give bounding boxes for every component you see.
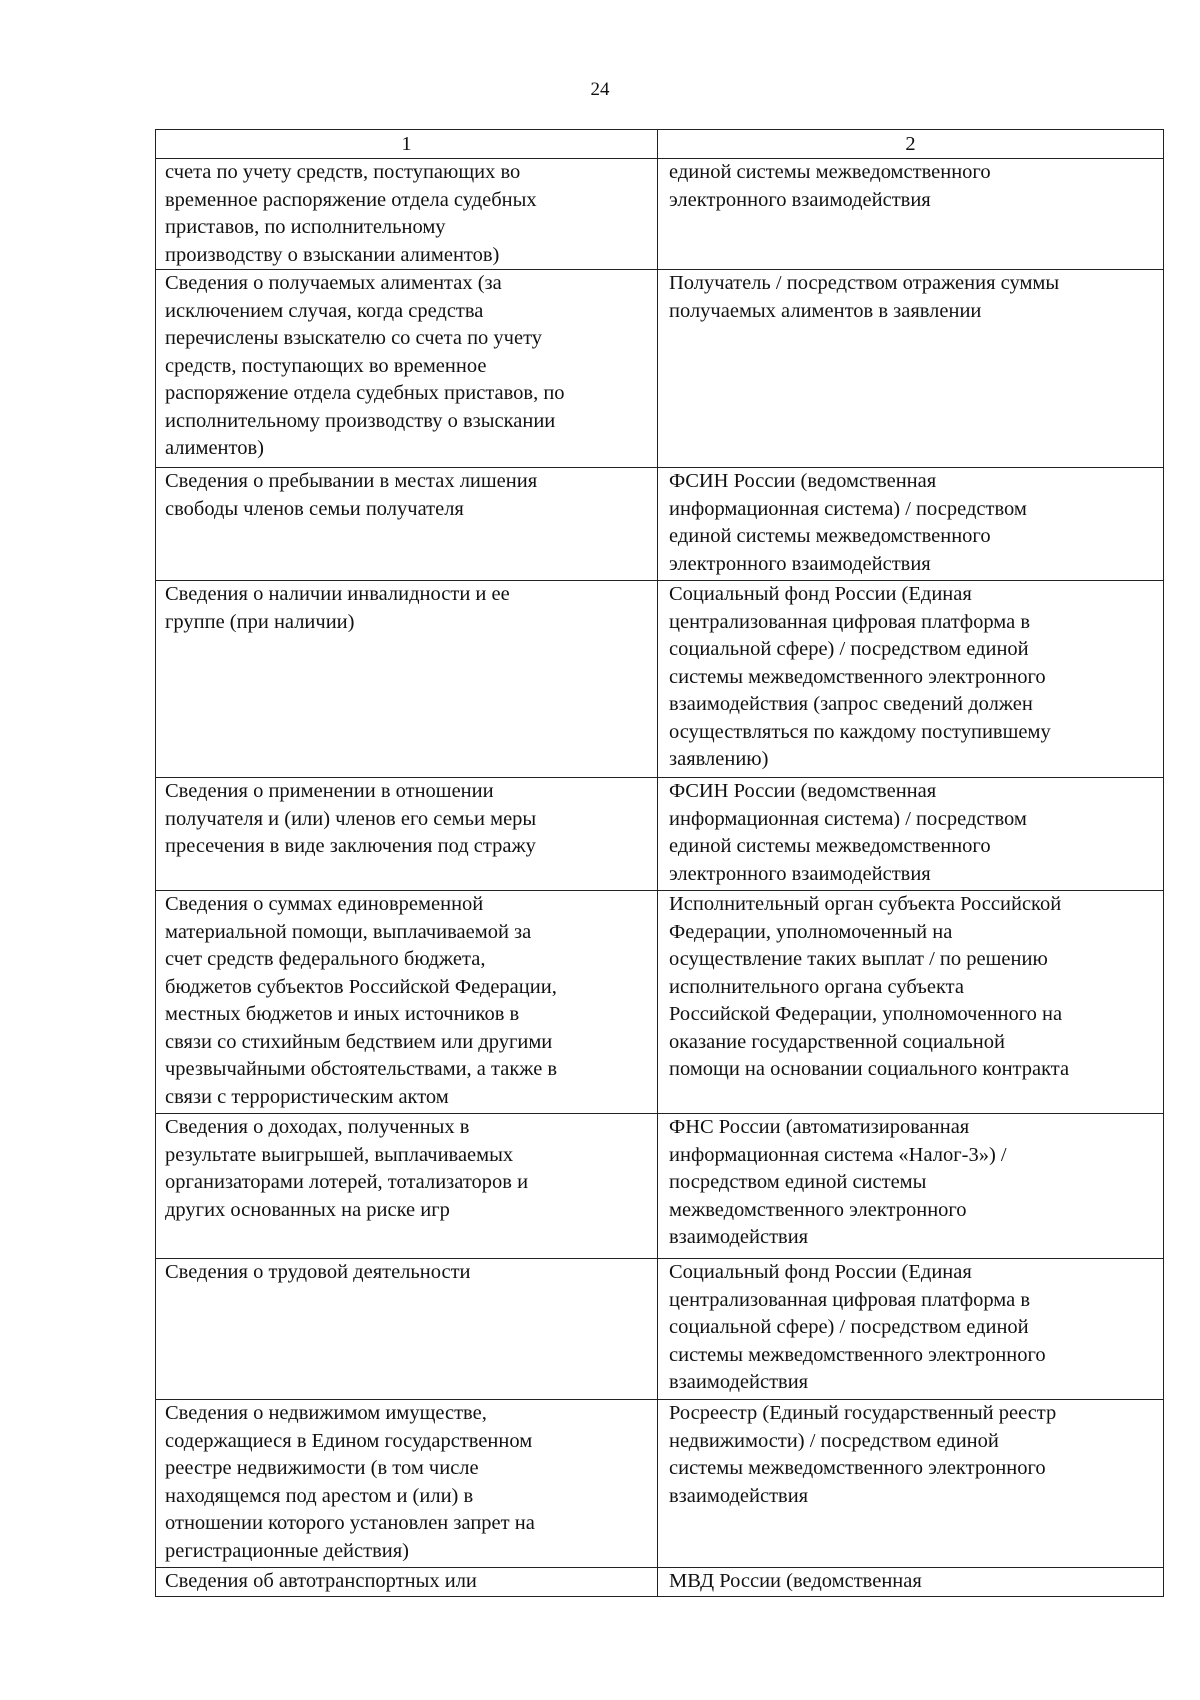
- row-cell-information: [156, 778, 658, 891]
- row-cell-source: [658, 581, 1164, 778]
- data-sources-table: [155, 129, 1164, 1597]
- cell-text: Сведения о пребывании в местах лишения свободы членов семьи получателя: [165, 470, 538, 520]
- table-row: [156, 891, 1164, 1114]
- cell-text: Сведения о суммах единовременной материальной помощи, выплачиваемой за счет средств федерального бюджета, бюджетов субъектов Российской Федерации, местных бюджетов и иных источников в связи со стихийным бедствием или другими чрезвычайными обстоятельствами, а также в связи с террористическим актом: [165, 893, 558, 1108]
- cell-text: Сведения о наличии инвалидности и ее группе (при наличии): [165, 583, 510, 633]
- table-row: [156, 270, 1164, 468]
- cell-text: ФСИН России (ведомственная информационная система) / посредством единой системы межведомственного электронного взаимодействия: [669, 780, 1027, 885]
- row-cell-information: [156, 891, 658, 1114]
- cell-text: Росреестр (Единый государственный реестр недвижимости) / посредством единой системы межведомственного электронного взаимодействия: [669, 1402, 1057, 1507]
- cell-text: Получатель / посредством отражения суммы получаемых алиментов в заявлении: [669, 272, 1060, 322]
- column-header-1: 1: [156, 130, 658, 159]
- cell-text: Сведения о получаемых алиментах (за исключением случая, когда средства перечислены взыскателю со счета по учету средств, поступающих во временное распоряжение отдела судебных приставов, по исполнительному производству о взыскании алиментов): [165, 272, 565, 459]
- table-row: [156, 1114, 1164, 1259]
- table-row: [156, 468, 1164, 581]
- cell-text: Социальный фонд России (Единая централизованная цифровая платформа в социальной сфере) / посредством единой системы межведомственного электронного взаимодействия: [669, 1261, 1046, 1393]
- row-cell-information: [156, 270, 658, 468]
- cell-text: Сведения о недвижимом имуществе, содержащиеся в Едином государственном реестре недвижимости (в том числе находящемся под арестом и (или) в отношении которого установлен запрет на регистрационные действия): [165, 1402, 535, 1562]
- row-cell-information: [156, 1259, 658, 1400]
- row-cell-information: [156, 468, 658, 581]
- cell-text: Исполнительный орган субъекта Российской Федерации, уполномоченный на осуществление таких выплат / по решению исполнительного органа субъекта Российской Федерации, уполномоченного на оказание государственной социальной помощи на основании социального контракта: [669, 893, 1070, 1080]
- row-cell-source: [658, 778, 1164, 891]
- cell-text: единой системы межведомственного электронного взаимодействия: [669, 161, 991, 211]
- cell-text: Сведения об автотранспортных или: [165, 1570, 477, 1592]
- column-header-2: 2: [658, 130, 1164, 159]
- cell-text: Сведения о применении в отношении получателя и (или) членов его семьи меры пресечения в виде заключения под стражу: [165, 780, 537, 857]
- row-cell-source: [658, 891, 1164, 1114]
- row-cell-source: [658, 1114, 1164, 1259]
- page-number: 24: [590, 79, 610, 100]
- table-row: [156, 1259, 1164, 1400]
- row-cell-source: [658, 1568, 1164, 1597]
- cell-text: счета по учету средств, поступающих во временное распоряжение отдела судебных приставов, по исполнительному производству о взыскании алиментов): [165, 161, 537, 266]
- cell-text: МВД России (ведомственная: [669, 1570, 922, 1592]
- row-cell-information: [156, 1114, 658, 1259]
- cell-text: ФСИН России (ведомственная информационная система) / посредством единой системы межведомственного электронного взаимодействия: [669, 470, 1027, 575]
- table-row: [156, 1568, 1164, 1597]
- row-cell-information: [156, 1568, 658, 1597]
- row-cell-source: [658, 1400, 1164, 1568]
- table-row: [156, 778, 1164, 891]
- row-cell-source: [658, 159, 1164, 270]
- cell-text: Социальный фонд России (Единая централизованная цифровая платформа в социальной сфере) / посредством единой системы межведомственного электронного взаимодействия (запрос сведений должен осуществляться по каждому поступившему заявлению): [669, 583, 1051, 770]
- table-row: [156, 581, 1164, 778]
- row-cell-source: [658, 270, 1164, 468]
- cell-text: Сведения о доходах, полученных в результате выигрышей, выплачиваемых организаторами лотерей, тотализаторов и других основанных на риске игр: [165, 1116, 529, 1221]
- cell-text: ФНС России (автоматизированная информационная система «Налог-3») / посредством единой системы межведомственного электронного взаимодействия: [669, 1116, 1007, 1248]
- row-cell-source: [658, 1259, 1164, 1400]
- row-cell-information: [156, 1400, 658, 1568]
- row-cell-information: [156, 159, 658, 270]
- table-row: [156, 159, 1164, 270]
- row-cell-source: [658, 468, 1164, 581]
- table-header-row: [156, 130, 1164, 159]
- row-cell-information: [156, 581, 658, 778]
- table-row: [156, 1400, 1164, 1568]
- cell-text: Сведения о трудовой деятельности: [165, 1261, 471, 1283]
